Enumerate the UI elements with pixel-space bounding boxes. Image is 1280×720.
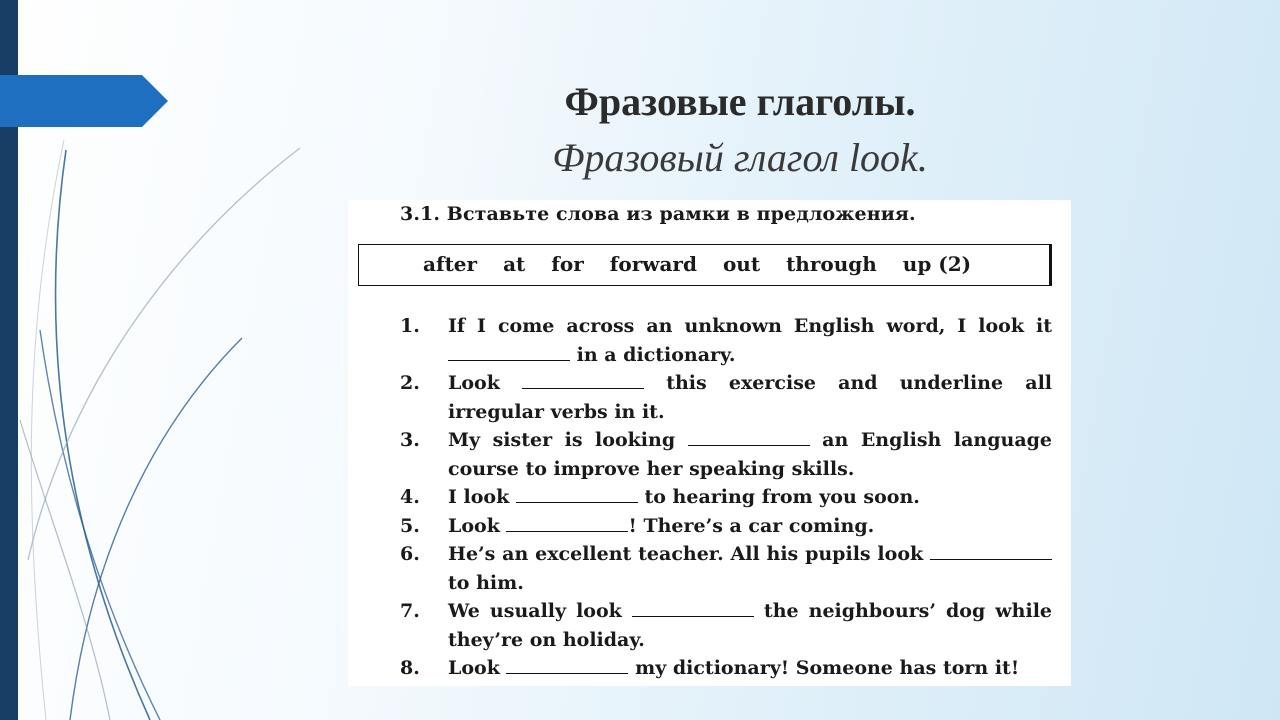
exercise-heading: 3.1. Вставьте слова из рамки в предложения. bbox=[400, 203, 916, 225]
item-text-after: an English language course to improve her speaking skills. bbox=[448, 429, 1053, 480]
curve-6 bbox=[31, 140, 64, 720]
exercise-item bbox=[400, 483, 1052, 512]
word-box-word: up (2) bbox=[902, 252, 972, 276]
item-text bbox=[448, 312, 1052, 369]
item-number: 1. bbox=[400, 315, 420, 337]
slide-subtitle: Фразовый глагол look. bbox=[552, 135, 928, 180]
item-number: 5. bbox=[400, 514, 420, 537]
exercise-item bbox=[400, 426, 1052, 483]
exercise-item bbox=[400, 369, 1052, 426]
item-text bbox=[448, 597, 1052, 654]
exercise-item bbox=[400, 312, 1052, 369]
item-text bbox=[448, 369, 1052, 426]
item-text-after: to him. bbox=[448, 571, 524, 594]
answer-blank bbox=[506, 655, 628, 674]
word-box bbox=[358, 244, 1052, 286]
item-text-after: my dictionary! Someone has torn it! bbox=[628, 657, 1020, 679]
word-box-word: out bbox=[722, 252, 761, 276]
item-text-before: If I come across an unknown English word, I look it bbox=[448, 315, 1052, 337]
item-number: 4. bbox=[400, 486, 420, 508]
answer-blank bbox=[516, 484, 638, 503]
slide-title: Фразовые глаголы. bbox=[564, 79, 916, 124]
word-box-word: at bbox=[503, 252, 526, 276]
item-number: 8. bbox=[400, 657, 420, 679]
exercise-items bbox=[400, 312, 1052, 683]
word-box-word: for bbox=[551, 252, 584, 276]
answer-blank bbox=[632, 598, 754, 617]
item-text bbox=[448, 426, 1052, 483]
answer-blank bbox=[448, 342, 570, 361]
exercise-item bbox=[400, 597, 1052, 654]
item-text bbox=[448, 483, 1052, 512]
item-text-after: the neighbours’ dog while they’re on holiday. bbox=[448, 600, 1053, 651]
item-text-after: in a dictionary. bbox=[570, 343, 736, 366]
item-text-before: Look bbox=[448, 372, 523, 394]
item-number: 2. bbox=[400, 372, 420, 394]
answer-blank bbox=[522, 370, 644, 389]
word-box-word: after bbox=[423, 252, 478, 276]
item-text-after: ! There’s a car coming. bbox=[628, 514, 875, 537]
item-text-before: I look bbox=[448, 486, 516, 508]
item-text-before: Look bbox=[448, 657, 507, 679]
curve-3 bbox=[28, 148, 300, 560]
item-text-before: He’s an excellent teacher. All his pupils look bbox=[448, 543, 930, 565]
item-text bbox=[448, 512, 1052, 541]
item-number: 7. bbox=[400, 600, 420, 622]
exercise-item bbox=[400, 540, 1052, 597]
answer-blank bbox=[506, 513, 628, 532]
item-text-before: We usually look bbox=[448, 600, 632, 622]
word-box-word: through bbox=[786, 252, 877, 276]
accent-arrow-shape bbox=[0, 75, 168, 127]
exercise-image bbox=[348, 200, 1071, 686]
item-text-after: to hearing from you soon. bbox=[637, 486, 920, 508]
word-box-words bbox=[423, 252, 971, 276]
item-text-before: My sister is looking bbox=[448, 429, 688, 451]
item-number: 3. bbox=[400, 429, 420, 451]
item-text bbox=[448, 654, 1052, 683]
item-text-after: this exercise and underline all irregular verbs in it. bbox=[448, 372, 1053, 423]
exercise-item bbox=[400, 654, 1052, 683]
word-box-word: forward bbox=[609, 252, 697, 276]
item-text bbox=[448, 540, 1052, 597]
exercise-item bbox=[400, 512, 1052, 541]
curve-2 bbox=[40, 330, 160, 720]
answer-blank bbox=[930, 541, 1052, 560]
answer-blank bbox=[688, 427, 810, 446]
item-number: 6. bbox=[400, 543, 420, 565]
item-text-before: Look bbox=[448, 514, 507, 537]
curve-4 bbox=[70, 338, 242, 720]
